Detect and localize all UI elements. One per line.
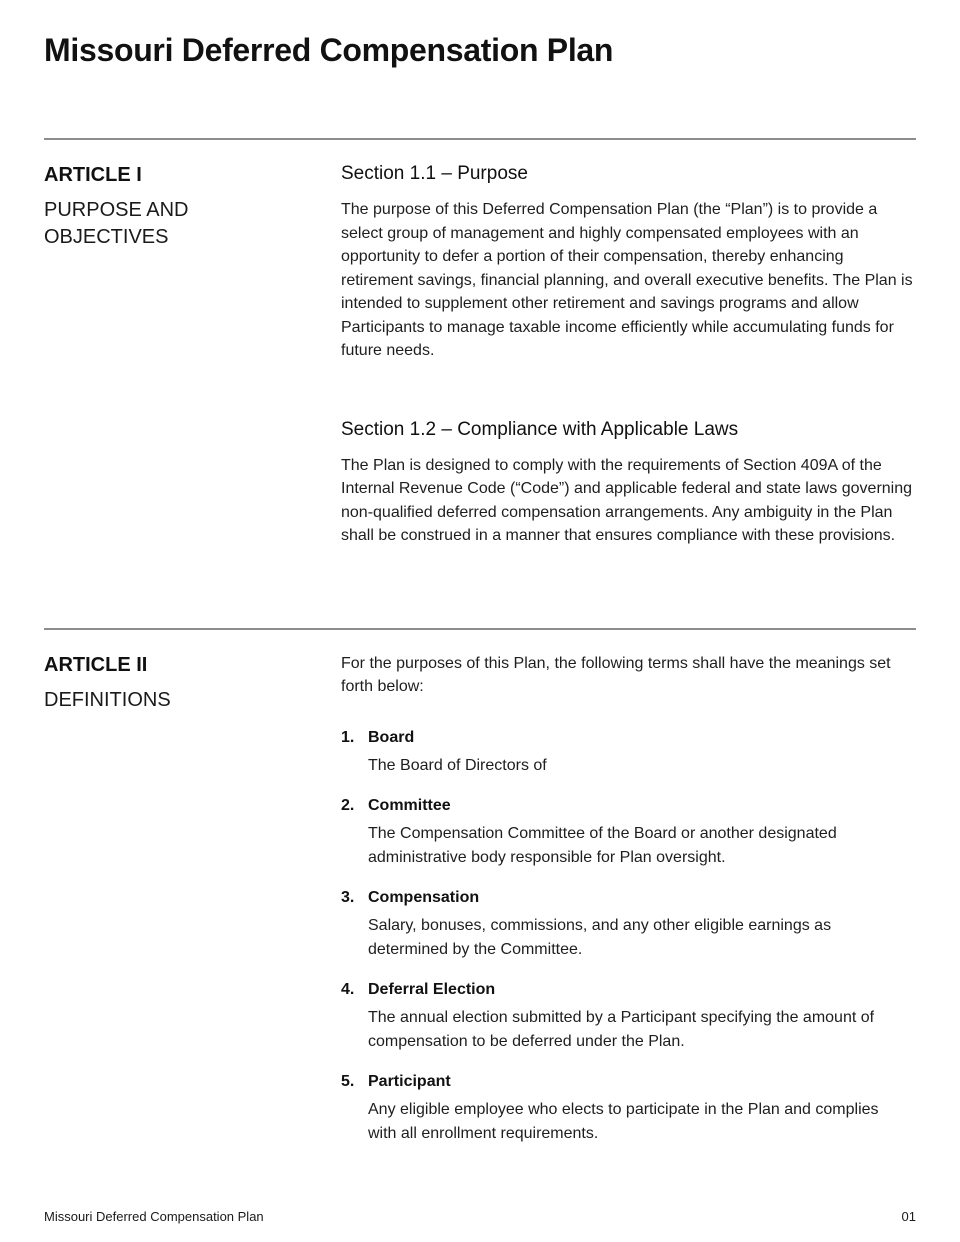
- definition-text: Any eligible employee who elects to participate in the Plan and complies with all enrollment requirements.: [368, 1101, 879, 1142]
- article-1-name: PURPOSE AND OBJECTIVES: [44, 199, 189, 248]
- definition-text: The Board of Directors of: [368, 756, 547, 774]
- definition-item-board: [341, 726, 916, 778]
- article-2: [44, 652, 916, 1163]
- definition-text: Salary, bonuses, commissions, and any other eligible earnings as determined by the Committee.: [368, 917, 832, 958]
- article-2-heading-column: [44, 652, 341, 1163]
- definition-item-deferral-election: [341, 978, 916, 1053]
- definition-term: Board: [368, 728, 415, 746]
- definition-term: Deferral Election: [368, 981, 496, 998]
- footer-page-number: 01: [901, 1209, 916, 1224]
- section-1-2-heading: Section 1.2 – Compliance with Applicable Laws: [341, 418, 739, 440]
- article-1: [44, 162, 916, 548]
- section-1-1-body: The purpose of this Deferred Compensation Plan (the “Plan”) is to provide a select group of management and highly compensated employees with an opportunity to defer a portion of their compensation, thereby enhancing retirement savings, financial planning, and overall executive benefits. The Plan is intended to supplement other retirement and savings programs and allow Participants to manage taxable income efficiently while accumulating funds for future needs.: [341, 201, 913, 359]
- footer-document-title: Missouri Deferred Compensation Plan: [44, 1209, 264, 1224]
- definition-text: The annual election submitted by a Participant specifying the amount of compensation to be deferred under the Plan.: [368, 1009, 875, 1050]
- definition-number: 5.: [341, 1073, 355, 1090]
- article-2-label: ARTICLE II: [44, 653, 148, 676]
- definition-number: 3.: [341, 889, 355, 906]
- section-1-1-heading: Section 1.1 – Purpose: [341, 163, 528, 184]
- definitions-intro: For the purposes of this Plan, the following terms shall have the meanings set forth below:: [341, 654, 891, 695]
- definition-item-committee: [341, 794, 916, 869]
- article-2-content-column: [341, 652, 916, 1163]
- section-1-1: [341, 162, 916, 363]
- definition-text: The Compensation Committee of the Board or another designated administrative body responsible for Plan oversight.: [368, 825, 837, 866]
- definition-item-compensation: [341, 886, 916, 961]
- section-1-2: [341, 418, 916, 548]
- section-1-2-body: The Plan is designed to comply with the requirements of Section 409A of the Internal Revenue Code (“Code”) and applicable federal and state laws governing non-qualified deferred compensation arrangements. Any ambiguity in the Plan shall be construed in a manner that ensures compliance with these provisions.: [341, 456, 913, 544]
- definition-term: Committee: [368, 797, 451, 814]
- article-2-name: DEFINITIONS: [44, 688, 171, 711]
- definition-item-participant: [341, 1070, 916, 1145]
- page-title: Missouri Deferred Compensation Plan: [44, 32, 614, 68]
- article-1-heading-column: [44, 162, 341, 548]
- section-divider-middle: [44, 628, 916, 630]
- article-1-content-column: [341, 162, 916, 548]
- page-footer: [44, 1209, 916, 1224]
- article-1-label: ARTICLE I: [44, 164, 142, 186]
- definition-number: 1.: [341, 728, 355, 746]
- definition-term: Compensation: [368, 889, 480, 906]
- definitions-list: [341, 726, 916, 1146]
- definition-term: Participant: [368, 1073, 451, 1090]
- section-divider-top: [44, 138, 916, 140]
- definition-number: 4.: [341, 981, 355, 998]
- definition-number: 2.: [341, 797, 355, 814]
